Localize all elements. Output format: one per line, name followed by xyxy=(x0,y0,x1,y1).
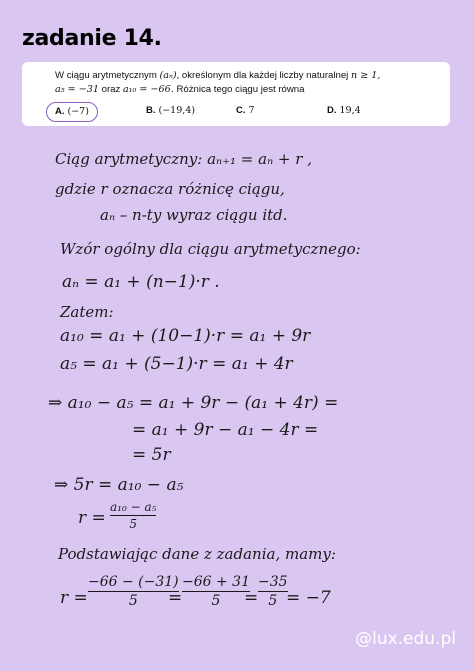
final-fraction-1 xyxy=(88,574,179,609)
difference-step-1: ⇒ a₁₀ − a₅ = a₁ + 9r − (a₁ + 4r) = xyxy=(48,393,339,413)
fraction-denominator: 5 xyxy=(128,593,138,609)
fraction-bar xyxy=(258,591,288,592)
substitution-heading: Podstawiając dane z zadania, mamy: xyxy=(58,545,336,563)
answer-letter: C. xyxy=(236,105,246,116)
a10-expansion: a₁₀ = a₁ + (10−1)·r = a₁ + 9r xyxy=(60,326,311,346)
general-formula-heading: Wzór ogólny dla ciągu arytmetycznego: xyxy=(60,240,361,258)
task-text-fragment: , określonym dla każdej liczby naturalnej xyxy=(176,70,351,81)
final-fraction-3 xyxy=(258,574,288,609)
answer-value: 7 xyxy=(248,105,255,116)
natural-number-condition: n ≥ 1, xyxy=(350,70,381,81)
given-a10: a₁₀ = −66. xyxy=(122,84,174,95)
answer-value: (−7) xyxy=(67,106,89,117)
fraction-numerator: −66 − (−31) xyxy=(88,574,179,590)
r-formula-lhs: r = xyxy=(78,508,106,528)
sequence-symbol: (aₙ) xyxy=(159,70,177,81)
answer-letter: A. xyxy=(55,106,65,117)
answer-letter: B. xyxy=(146,105,156,116)
general-formula: aₙ = a₁ + (n−1)·r . xyxy=(62,272,220,292)
r-formula-fraction xyxy=(110,500,156,531)
difference-note: gdzie r oznacza różnicę ciągu, xyxy=(55,180,285,198)
answer-value: (−19,4) xyxy=(158,105,196,116)
task-question: Różnica tego ciągu jest równa xyxy=(173,84,305,95)
final-fraction-2 xyxy=(182,574,250,609)
final-result: = −7 xyxy=(286,588,331,608)
nth-term-note: aₙ – n-ty wyraz ciągu itd. xyxy=(100,206,288,224)
answer-value: 19,4 xyxy=(339,105,361,116)
fraction-bar xyxy=(88,591,179,592)
definition-line: Ciąg arytmetyczny: aₙ₊₁ = aₙ + r , xyxy=(55,150,312,168)
zatem-label: Zatem: xyxy=(60,303,114,321)
task-text-fragment: W ciągu arytmetycznym xyxy=(55,70,160,81)
task-text-fragment: oraz xyxy=(98,84,123,95)
fraction-numerator: −66 + 31 xyxy=(182,574,250,590)
final-r-lhs: r = xyxy=(60,588,88,608)
five-r-equation: ⇒ 5r = a₁₀ − a₅ xyxy=(54,475,184,495)
fraction-numerator: −35 xyxy=(258,574,288,590)
answer-letter: D. xyxy=(327,105,337,116)
difference-step-3: = 5r xyxy=(132,445,171,465)
fraction-denominator: 5 xyxy=(268,593,278,609)
equals-sign: = xyxy=(244,588,259,608)
a5-expansion: a₅ = a₁ + (5−1)·r = a₁ + 4r xyxy=(60,354,293,374)
page-title: zadanie 14. xyxy=(22,26,162,51)
watermark: @lux.edu.pl xyxy=(355,629,456,649)
equals-sign: = xyxy=(168,588,183,608)
given-a5: a₅ = −31 xyxy=(55,84,99,95)
fraction-numerator: a₁₀ − a₅ xyxy=(110,500,157,514)
fraction-bar xyxy=(110,515,156,516)
fraction-bar xyxy=(182,591,250,592)
fraction-denominator: 5 xyxy=(211,593,221,609)
difference-step-2: = a₁ + 9r − a₁ − 4r = xyxy=(132,420,319,440)
fraction-denominator: 5 xyxy=(129,517,138,531)
